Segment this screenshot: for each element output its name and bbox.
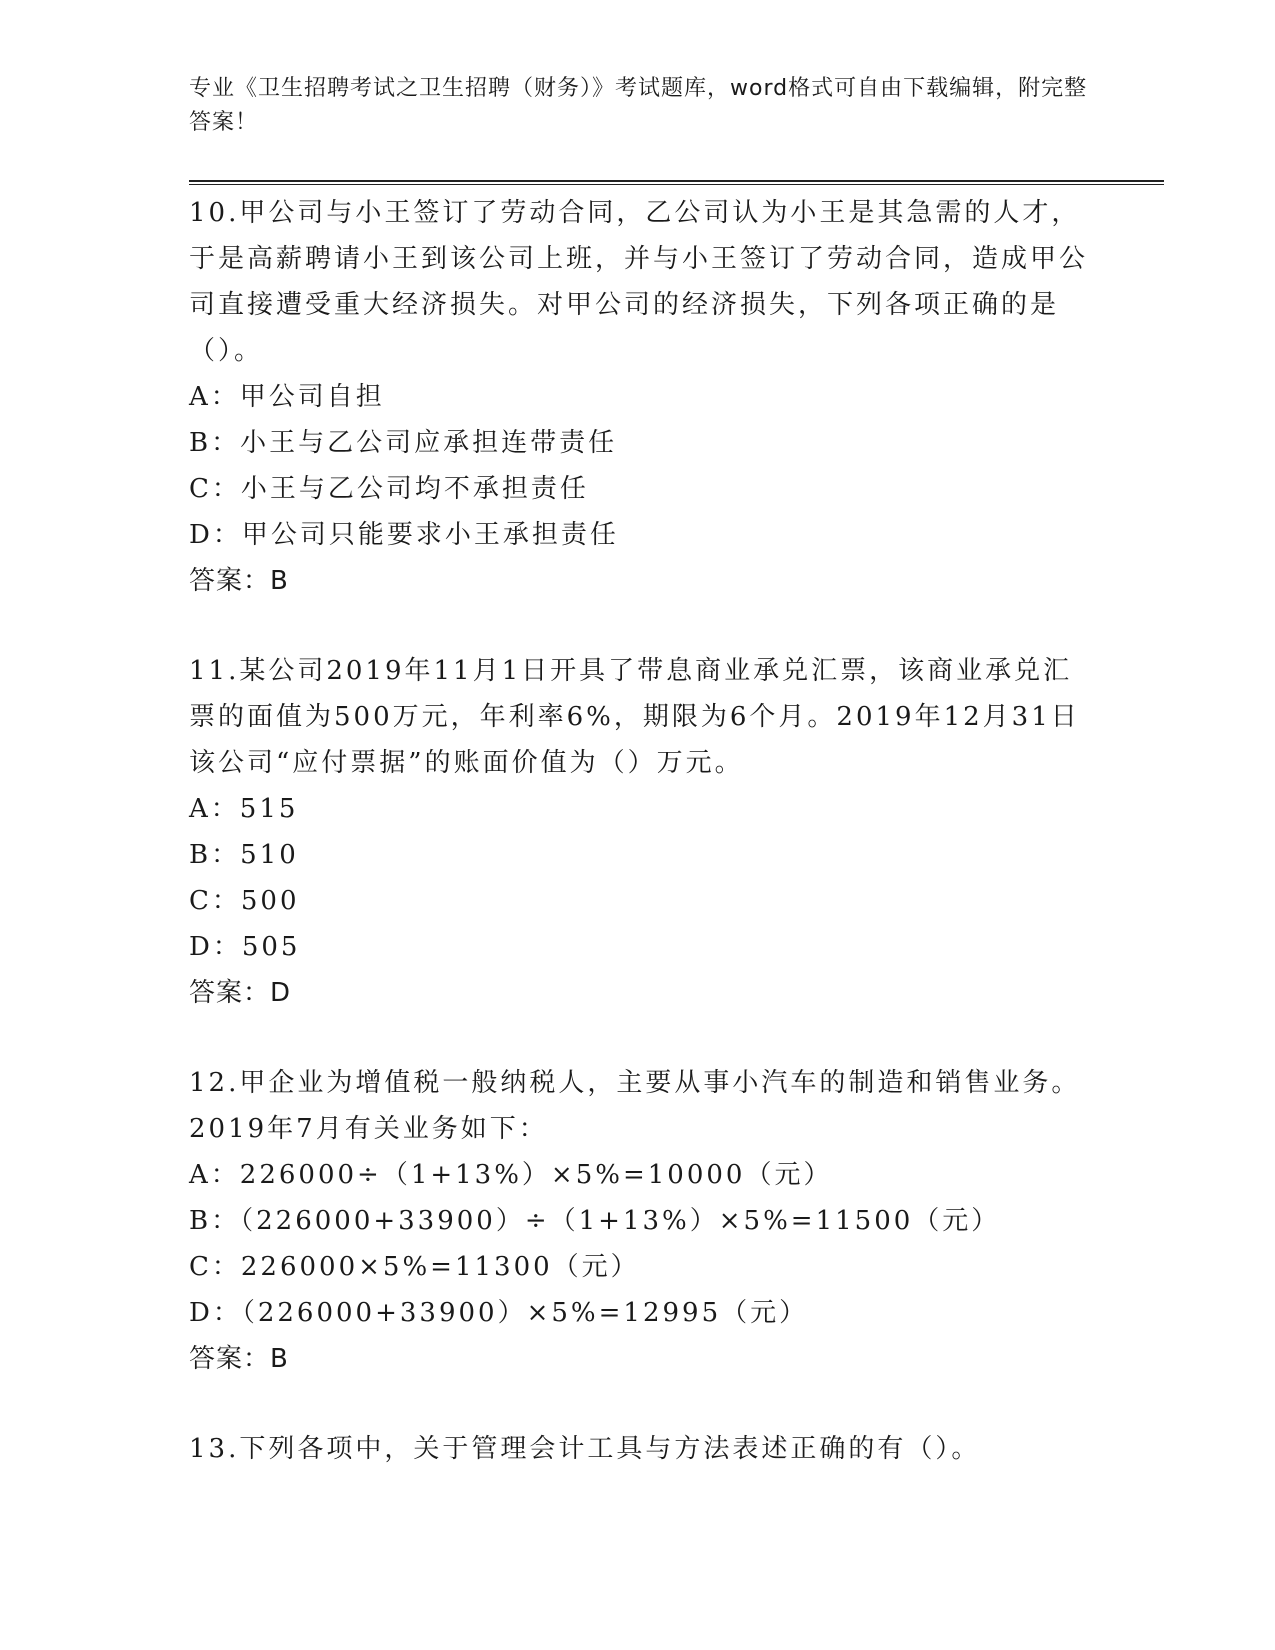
answer-line: 答案：B [189,566,289,596]
option-a: A：226000÷（1+13%）×5%=10000（元） [189,1160,833,1190]
question-12 [189,1060,1089,1382]
option-b: B：510 [189,840,299,870]
option-list [189,374,1089,558]
question-stem: 11.某公司2019年11月1日开具了带息商业承兑汇票，该商业承兑汇票的面值为500万元，年利率6%，期限为6个月。2019年12月31日该公司“应付票据”的账面价值为（）万元。 [189,656,1080,778]
option-b: B：（226000+33900）÷（1+13%）×5%=11500（元） [189,1206,1001,1236]
answer-line: 答案：D [189,978,292,1008]
spacer [189,1382,1089,1426]
spacer [189,604,1089,648]
option-d: D：（226000+33900）×5%=12995（元） [189,1298,809,1328]
answer-line: 答案：B [189,1344,289,1374]
question-list [189,190,1089,1472]
question-stem: 13.下列各项中，关于管理会计工具与方法表述正确的有（）。 [189,1434,981,1464]
option-c: C：500 [189,886,300,916]
option-d: D：甲公司只能要求小王承担责任 [189,520,619,550]
option-b: B：小王与乙公司应承担连带责任 [189,428,618,458]
question-13 [189,1426,1089,1472]
option-c: C：小王与乙公司均不承担责任 [189,474,589,504]
document-header-note: 专业《卫生招聘考试之卫生招聘（财务）》考试题库，word格式可自由下载编辑，附完整答案！ [189,76,1088,135]
question-11 [189,648,1089,1016]
option-d: D：505 [189,932,301,962]
question-stem: 12.甲企业为增值税一般纳税人，主要从事小汽车的制造和销售业务。2019年7月有关业务如下： [189,1068,1081,1144]
header-divider [189,180,1164,185]
question-stem: 10.甲公司与小王签订了劳动合同，乙公司认为小王是其急需的人才，于是高薪聘请小王到该公司上班，并与小王签订了劳动合同，造成甲公司直接遭受重大经济损失。对甲公司的经济损失，下列各项正确的是（）。 [189,198,1089,366]
question-10 [189,190,1089,604]
option-list [189,1152,1089,1336]
option-a: A：515 [189,794,299,824]
option-c: C：226000×5%=11300（元） [189,1252,640,1282]
option-a: A：甲公司自担 [189,382,385,412]
spacer [189,1016,1089,1060]
option-list [189,786,1089,970]
